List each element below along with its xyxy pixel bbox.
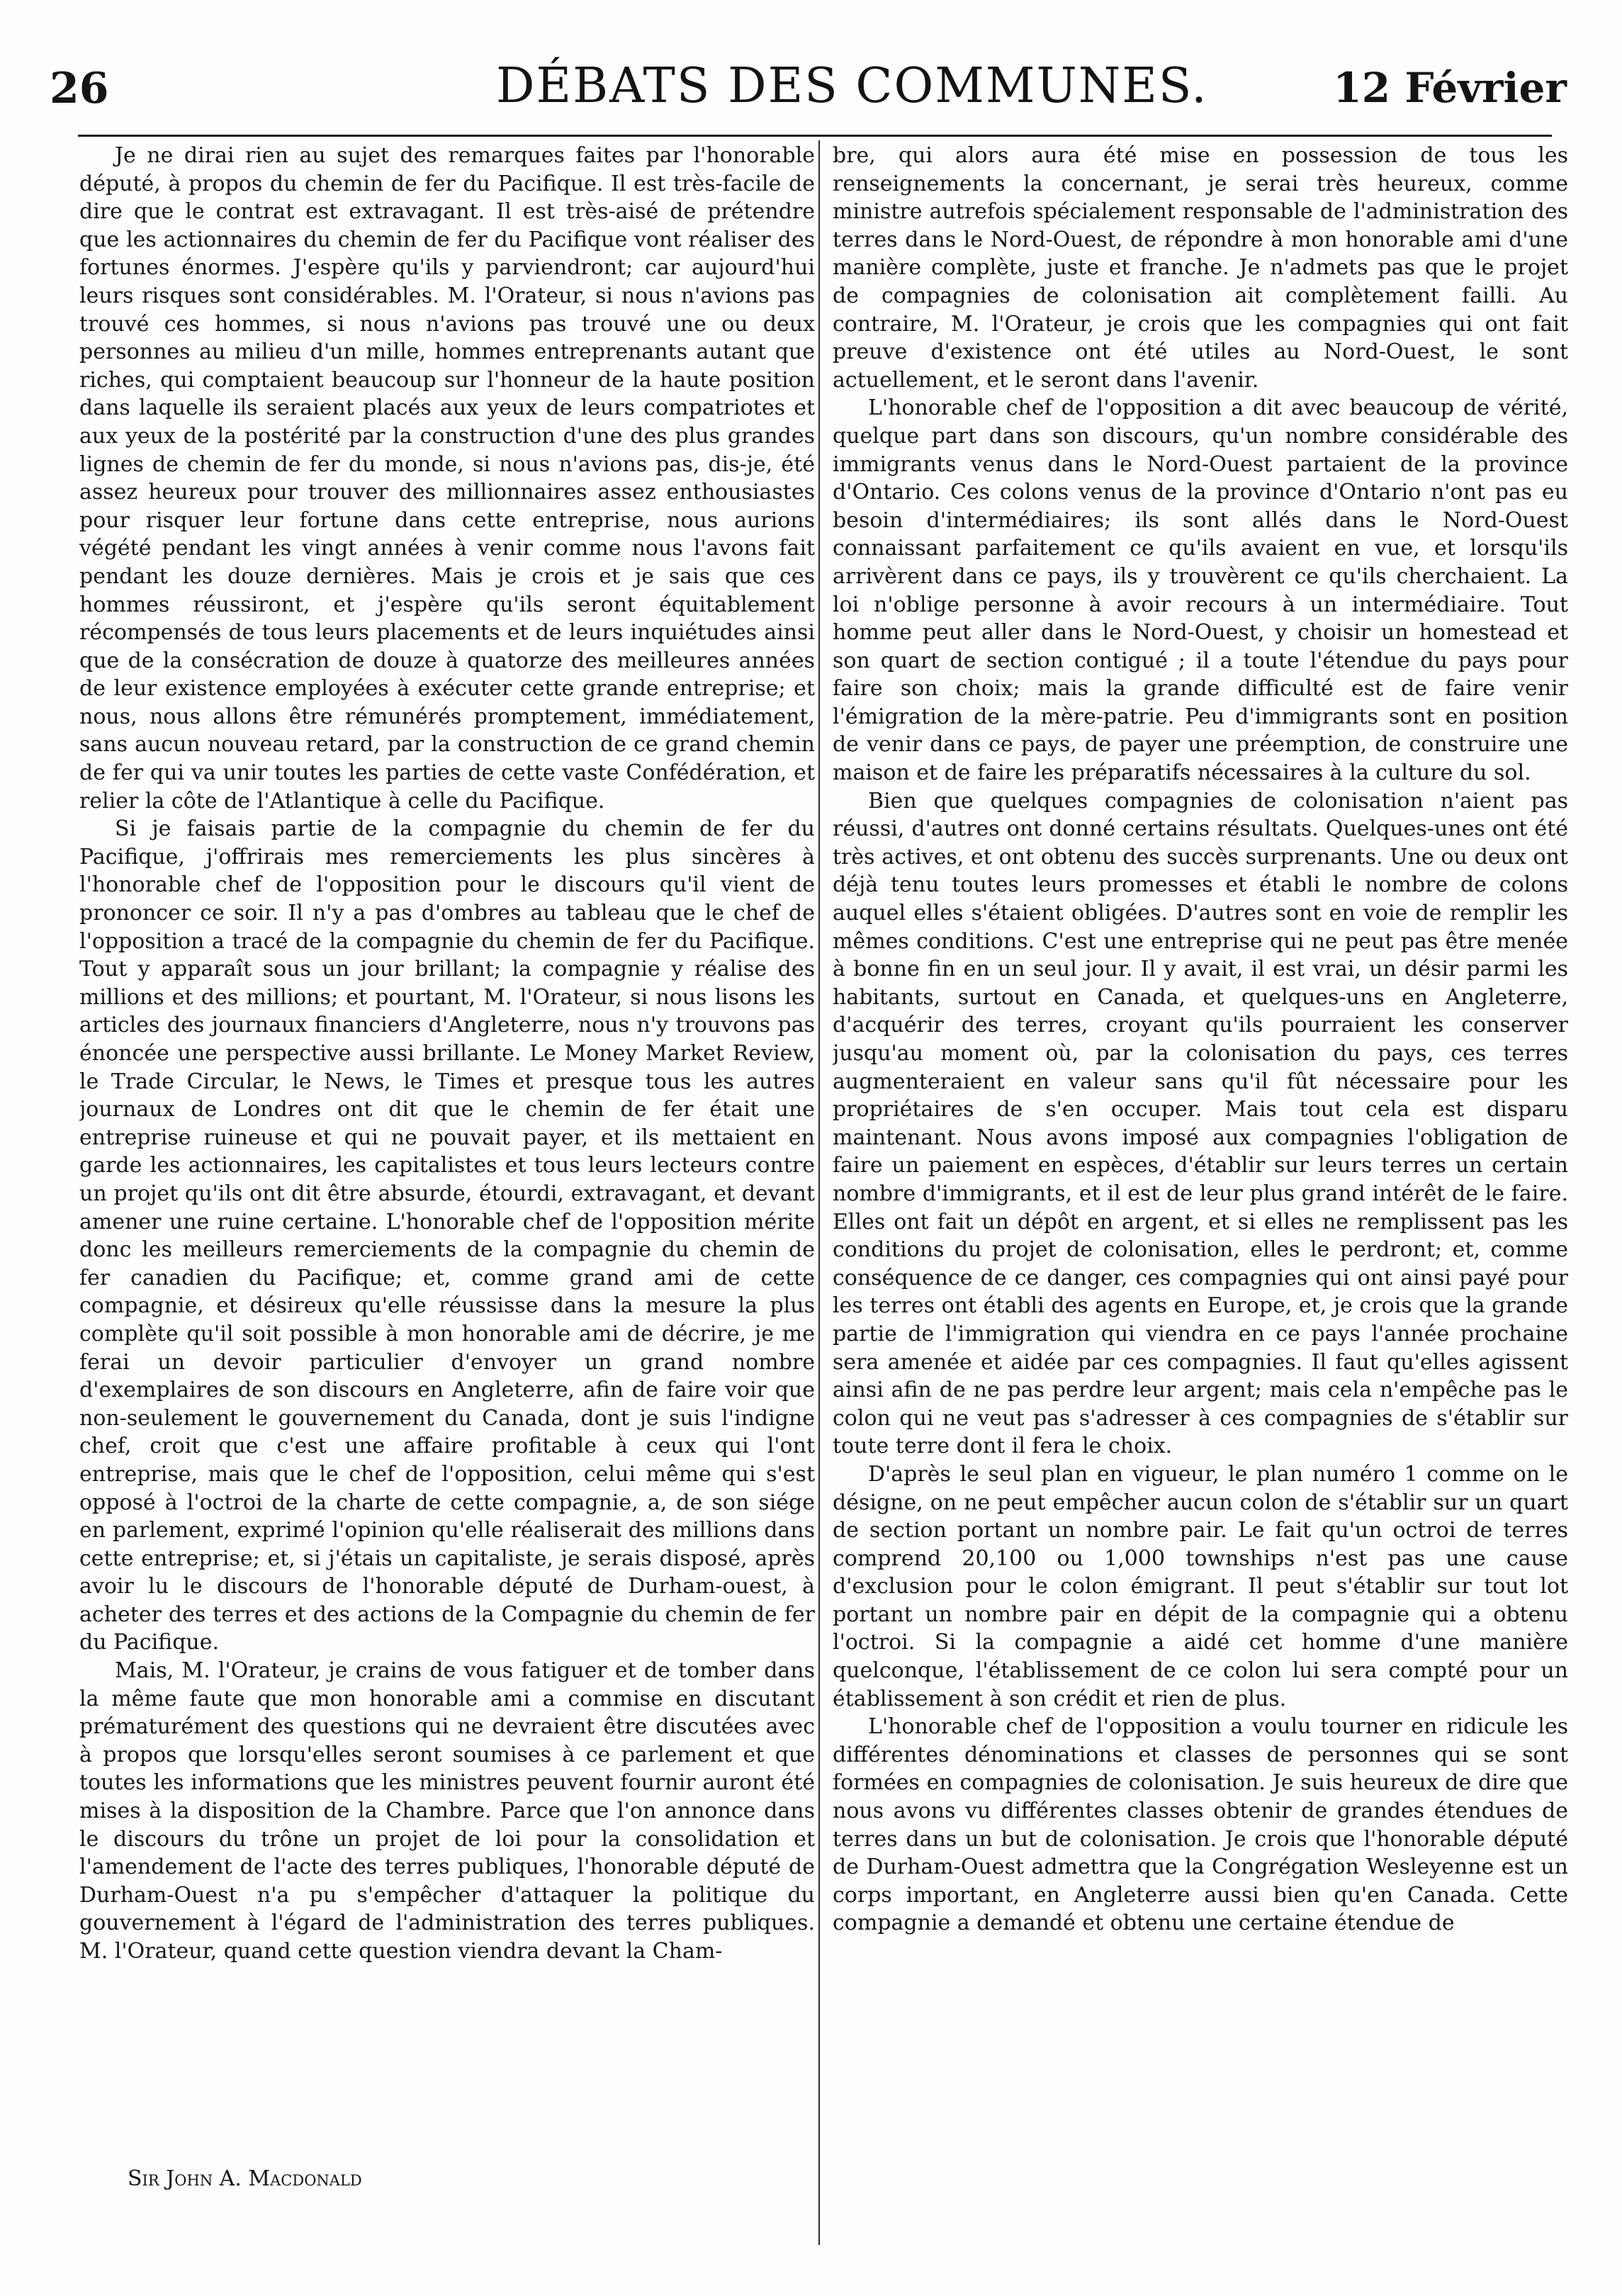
right-column — [833, 142, 1568, 2246]
page-title: DÉBATS DES COMMUNES. — [496, 58, 1208, 114]
speaker-signature: Sir John A. Macdonald — [128, 2166, 362, 2191]
paragraph: Mais, M. l'Orateur, je crains de vous fatiguer et de tomber dans la même faute que mon honorable ami a commise en discutant prématurément des questions qui ne devraient être discutées avec à propos que lorsqu'elles seront soumises à ce parlement et que toutes les informations que les ministres peuvent fournir auront été mises à la disposition de la Chambre. Parce que l'on annonce dans le discours du trône un projet de loi pour la consolidation et l'amendement de l'acte des terres publiques, l'honorable député de Durham-Ouest n'a pu s'empêcher d'attaquer la politique du gouvernement à l'égard de l'administration des terres publiques. M. l'Orateur, quand cette question viendra devant la Cham- — [79, 1658, 815, 1964]
page-number: 26 — [50, 64, 109, 113]
paragraph: Je ne dirai rien au sujet des remarques faites par l'honorable député, à propos du chemin de fer du Pacifique. Il est très-facile de dire que le contrat est extravagant. Il est très-aisé de prétendre que les actionnaires du chemin de fer du Pacifique vont réaliser des fortunes énormes. J'espère qu'ils y parviendront; car aujourd'hui leurs risques sont considérables. M. l'Orateur, si nous n'avions pas trouvé ces hommes, si nous n'avions pas trouvé une ou deux personnes au milieu d'un mille, hommes entreprenants autant que riches, qui comptaient beaucoup sur l'honneur de la haute position dans laquelle ils seraient placés aux yeux de leurs compatriotes et aux yeux de la postérité par la construction d'une des plus grandes lignes de chemin de fer du monde, si nous n'avions pas, dis-je, été assez heureux pour trouver des millionnaires assez enthousiastes pour risquer leur fortune dans cette entreprise, nous aurions végété pendant les vingt années à venir comme nous l'avons fait pendant les douze dernières. Mais je crois et je sais que ces hommes réussiront, et j'espère qu'ils seront équitablement récompensés de tous leurs placements et de leurs inquiétudes ainsi que de la consécration de douze à quatorze des meilleures années de leur existence employées à exécuter cette grande entreprise; et nous, nous allons être rémunérés promptement, immédiatement, sans aucun nouveau retard, par la construction de ce grand chemin de fer qui va unir toutes les parties de cette vaste Confédération, et relier la côte de l'Atlantique à celle du Pacifique. — [79, 143, 815, 814]
left-column — [79, 142, 815, 2246]
page-date: 12 Février — [1333, 64, 1567, 112]
paragraph: L'honorable chef de l'opposition a voulu tourner en ridicule les différentes dénominations et classes de personnes qui se sont formées en compagnies de colonisation. Je suis heureux de dire que nous avons vu différentes classes obtenir de grandes étendues de terres dans un but de colonisation. Je crois que l'honorable député de Durham-Ouest admettra que la Congrégation Wesleyenne est un corps important, en Angleterre aussi bien qu'en Canada. Cette compagnie a demandé et obtenu une certaine étendue de — [833, 1714, 1568, 1936]
paragraph: Si je faisais partie de la compagnie du chemin de fer du Pacifique, j'offrirais mes remerciements les plus sincères à l'honorable chef de l'opposition pour le discours qu'il vient de prononcer ce soir. Il n'y a pas d'ombres au tableau que le chef de l'opposition a tracé de la compagnie du chemin de fer du Pacifique. Tout y apparaît sous un jour brillant; la compagnie y réalise des millions et des millions; et pourtant, M. l'Orateur, si nous lisons les articles des journaux financiers d'Angleterre, nous n'y trouvons pas énoncée une perspective aussi brillante. Le Money Market Review, le Trade Circular, le News, le Times et presque tous les autres journaux de Londres ont dit que le chemin de fer était une entreprise ruineuse et qui ne pouvait payer, et ils mettaient en garde les actionnaires, les capitalistes et tous leurs lecteurs contre un projet qu'ils ont dit être absurde, étourdi, extravagant, et devant amener une ruine certaine. L'honorable chef de l'opposition mérite donc les meilleurs remerciements de la compagnie du chemin de fer canadien du Pacifique; et, comme grand ami de cette compagnie, et désireux qu'elle réussisse dans la mesure la plus complète qu'il soit possible à mon honorable ami de décrire, je me ferai un devoir particulier d'envoyer un grand nombre d'exemplaires de son discours en Angleterre, afin de faire voir que non-seulement le gouvernement du Canada, dont je suis l'indigne chef, croit que c'est une affaire profitable à ceux qui l'ont entreprise, mais que le chef de l'opposition, celui même qui s'est opposé à l'octroi de la charte de cette compagnie, a, de son siége en parlement, exprimé l'opinion qu'elle réaliserait des millions dans cette entreprise; et, si j'étais un capitaliste, je serais disposé, après avoir lu le discours de l'honorable député de Durham-ouest, à acheter des terres et des actions de la Compagnie du chemin de fer du Pacifique. — [79, 816, 815, 1655]
paragraph: D'après le seul plan en vigueur, le plan numéro 1 comme on le désigne, on ne peut empêcher aucun colon de s'établir sur un quart de section portant un nombre pair. Le fait qu'un octroi de terres comprend 20,100 ou 1,000 townships n'est pas une cause d'exclusion pour le colon émigrant. Il peut s'établir sur tout lot portant un nombre pair en dépit de la compagnie qui a obtenu l'octroi. Si la compagnie a aidé cet homme d'une manière quelconque, l'établissement de ce colon lui sera compté pour un établissement à son crédit et rien de plus. — [833, 1461, 1568, 1711]
header-rule — [78, 135, 1552, 137]
paragraph: L'honorable chef de l'opposition a dit avec beaucoup de vérité, quelque part dans son discours, qu'un nombre considérable des immigrants venus dans le Nord-Ouest partaient de la province d'Ontario. Ces colons venus de la province d'Ontario n'ont pas eu besoin d'intermédiaires; ils sont allés dans le Nord-Ouest connaissant parfaitement ce qu'ils avaient en vue, et lorsqu'ils arrivèrent dans ce pays, ils y trouvèrent ce qu'ils cherchaient. La loi n'oblige personne à avoir recours à un intermédiaire. Tout homme peut aller dans le Nord-Ouest, y choisir un homestead et son quart de section contigué ; il a toute l'étendue du pays pour faire son choix; mais la grande difficulté est de faire venir l'émigration de la mère-patrie. Peu d'immigrants sont en position de venir dans ce pays, de payer une préemption, de construire une maison et de faire les préparatifs nécessaires à la culture du sol. — [833, 395, 1568, 786]
paragraph: Bien que quelques compagnies de colonisation n'aient pas réussi, d'autres ont donné certains résultats. Quelques-unes ont été très actives, et ont obtenu des succès surprenants. Une ou deux ont déjà tenu toutes leurs promesses et établi le nombre de colons auquel elles s'étaient obligées. D'autres sont en voie de remplir les mêmes conditions. C'est une entreprise qui ne peut pas être menée à bonne fin en un seul jour. Il y avait, il est vrai, un désir parmi les habitants, surtout en Canada, et quelques-uns en Angleterre, d'acquérir des terres, croyant qu'ils pourraient les conserver jusqu'au moment où, par la colonisation du pays, ces terres augmenteraient en valeur sans qu'il fût nécessaire pour les propriétaires de s'en occuper. Mais tout cela est disparu maintenant. Nous avons imposé aux compagnies l'obligation de faire un paiement en espèces, d'établir sur leurs terres un certain nombre d'immigrants, et il est de leur plus grand intérêt de le faire. Elles ont fait un dépôt en argent, et si elles ne remplissent pas les conditions du projet de colonisation, elles le perdront; et, comme conséquence de ce danger, ces compagnies qui ont ainsi payé pour les terres ont établi des agents en Europe, et, je crois que la grande partie de l'immigration qui viendra en ce pays l'année prochaine sera amenée et aidée par ces compagnies. Il faut qu'elles agissent ainsi afin de ne pas perdre leur argent; mais cela n'empêche pas le colon qui ne veut pas s'adresser à ces compagnies de s'établir sur toute terre dont il fera le choix. — [833, 788, 1568, 1459]
paragraph: bre, qui alors aura été mise en possession de tous les renseignements la concernant, je serai très heureux, comme ministre autrefois spécialement responsable de l'administration des terres dans le Nord-Ouest, de répondre à mon honorable ami d'une manière complète, juste et franche. Je n'admets pas que le projet de compagnies de colonisation ait complètement failli. Au contraire, M. l'Orateur, je crois que les compagnies qui ont fait preuve d'existence ont été utiles au Nord-Ouest, le sont actuellement, et le seront dans l'avenir. — [833, 143, 1568, 393]
page-header — [0, 43, 1622, 120]
column-divider — [818, 140, 820, 2245]
